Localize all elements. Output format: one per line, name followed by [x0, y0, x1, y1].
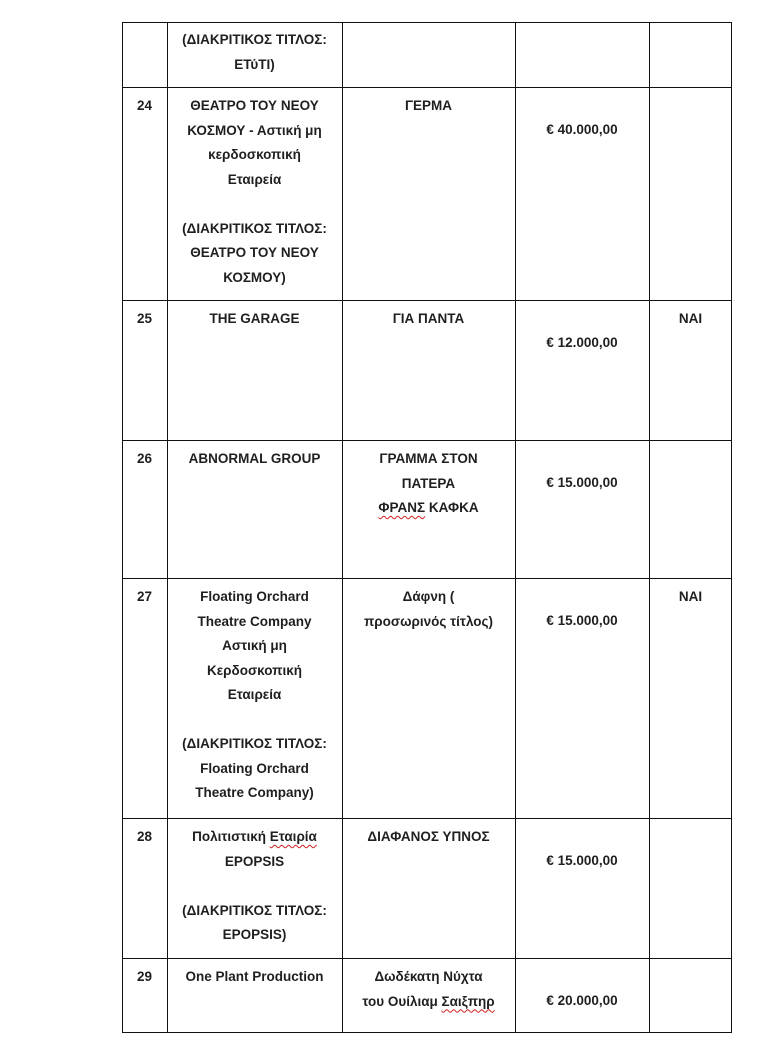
flag-value: ΝΑΙ [678, 589, 703, 604]
applicant-name-line: Κερδοσκοπική [207, 662, 302, 678]
production-title-line: ΔΙΑΦΑΝΟΣ ΥΠΝΟΣ [367, 829, 490, 844]
amount-cell [515, 22, 649, 87]
applicant-name-line: THE GARAGE [209, 311, 300, 326]
flag-cell [649, 301, 732, 440]
flag-cell [649, 88, 732, 300]
applicant-name-line: One Plant Production [185, 969, 324, 984]
amount-cell [515, 88, 649, 300]
table-row [122, 22, 732, 87]
grants-table [122, 22, 732, 1033]
amount-cell [515, 301, 649, 440]
row-number-cell [122, 22, 167, 87]
applicant-name-line: ΕΤύΤΙ) [234, 56, 275, 72]
table-row [122, 87, 732, 300]
grant-amount: € 15.000,00 [546, 613, 618, 628]
column-divider [167, 22, 168, 1033]
applicant-cell [167, 959, 342, 1033]
applicant-name-line: Theatre Company) [195, 785, 314, 800]
applicant-name-line: (ΔΙΑΚΡΙΤΙΚΟΣ ΤΙΤΛΟΣ: [182, 736, 327, 751]
table-row [122, 818, 732, 958]
row-number: 29 [136, 969, 153, 984]
applicant-cell [167, 22, 342, 87]
production-title-cell [342, 88, 515, 300]
table-row [122, 440, 732, 578]
table-row [122, 958, 732, 1033]
column-divider [342, 22, 343, 1033]
applicant-name-line: ΚΟΣΜΟΥ) [223, 269, 286, 285]
row-number: 28 [136, 829, 153, 844]
production-title-cell [342, 441, 515, 578]
table-row [122, 300, 732, 440]
column-divider [515, 22, 516, 1033]
applicant-cell [167, 441, 342, 578]
applicant-name-line: (ΔΙΑΚΡΙΤΙΚΟΣ ΤΙΤΛΟΣ: [182, 32, 327, 47]
applicant-cell [167, 579, 342, 818]
production-title-cell [342, 579, 515, 818]
row-number [122, 28, 167, 53]
production-title-cell [342, 301, 515, 440]
amount-cell [515, 579, 649, 818]
applicant-name-line: ΘΕΑΤΡΟ ΤΟΥ ΝΕΟΥ [190, 98, 319, 113]
row-number: 27 [136, 589, 153, 604]
spellcheck-flagged-word: ΦΡΑΝΣ [378, 500, 426, 515]
grant-amount: € 15.000,00 [546, 475, 618, 490]
grant-amount: € 40.000,00 [546, 122, 618, 137]
applicant-name-line: Αστική μη [222, 638, 287, 653]
flag-cell [649, 22, 732, 87]
flag-cell [649, 441, 732, 578]
row-number-cell [122, 88, 167, 300]
row-number: 26 [136, 451, 153, 466]
applicant-cell [167, 88, 342, 300]
applicant-name-line: Εταιρεία [227, 171, 282, 187]
applicant-name-line [167, 708, 342, 733]
column-divider [649, 22, 650, 1033]
grant-amount [515, 52, 649, 77]
production-title-line: ΓΡΑΜΜΑ ΣΤΟΝ [379, 451, 478, 466]
applicant-name-line: Πολιτιστική Εταιρία [192, 829, 317, 844]
row-number-cell [122, 579, 167, 818]
flag-value [649, 965, 732, 990]
applicant-name-line: EPOPSIS) [222, 927, 287, 942]
applicant-cell [167, 301, 342, 440]
row-number: 25 [136, 311, 153, 326]
amount-cell [515, 441, 649, 578]
flag-value: ΝΑΙ [678, 311, 703, 326]
spellcheck-flagged-word: Σαιξπηρ [441, 993, 495, 1009]
applicant-name-line: Floating Orchard [200, 760, 309, 776]
production-title-line: ΦΡΑΝΣ ΚΑΦΚΑ [378, 500, 479, 515]
applicant-name-line: (ΔΙΑΚΡΙΤΙΚΟΣ ΤΙΤΛΟΣ: [182, 902, 327, 918]
applicant-name-line: Theatre Company [197, 613, 312, 629]
amount-cell [515, 819, 649, 958]
spellcheck-flagged-word: Εταιρία [269, 829, 317, 844]
amount-cell [515, 959, 649, 1033]
flag-value [649, 94, 732, 119]
grant-amount: € 20.000,00 [546, 993, 618, 1008]
production-title-cell [342, 819, 515, 958]
production-title-cell [342, 959, 515, 1033]
production-title-line: ΠΑΤΕΡΑ [401, 475, 456, 491]
applicant-name-line: Floating Orchard [200, 589, 309, 604]
flag-value [649, 28, 732, 53]
applicant-name-line: κερδοσκοπική [208, 147, 301, 162]
applicant-name-line: EPOPSIS [224, 853, 285, 869]
row-number-cell [122, 441, 167, 578]
production-title-line: του Ουίλιαμ Σαιξπηρ [362, 993, 495, 1009]
production-title-line: Δωδέκατη Νύχτα [374, 969, 483, 984]
production-title-cell [342, 22, 515, 87]
applicant-cell [167, 819, 342, 958]
applicant-name-line: Εταιρεία [227, 687, 282, 702]
applicant-name-line: (ΔΙΑΚΡΙΤΙΚΟΣ ΤΙΤΛΟΣ: [182, 220, 327, 236]
applicant-name-line: ΘΕΑΤΡΟ ΤΟΥ ΝΕΟΥ [190, 245, 319, 260]
table-row [122, 578, 732, 818]
production-title-line: ΓΙΑ ΠΑΝΤΑ [392, 311, 465, 326]
grant-amount: € 12.000,00 [546, 335, 618, 350]
flag-cell [649, 959, 732, 1033]
row-number-cell [122, 819, 167, 958]
production-title-line: προσωρινός τίτλος) [363, 613, 494, 629]
row-number: 24 [136, 98, 153, 113]
applicant-name-line: ABNORMAL GROUP [188, 451, 321, 466]
flag-value [649, 825, 732, 850]
applicant-name-line [167, 192, 342, 217]
row-number-cell [122, 301, 167, 440]
applicant-name-line [167, 874, 342, 899]
flag-value [649, 447, 732, 472]
flag-cell [649, 579, 732, 818]
flag-cell [649, 819, 732, 958]
production-title-line: ΓΕΡΜΑ [404, 98, 453, 113]
applicant-name-line: ΚΟΣΜΟΥ - Αστική μη [187, 122, 322, 138]
row-number-cell [122, 959, 167, 1033]
production-title-line: Δάφνη ( [402, 589, 455, 604]
grant-amount: € 15.000,00 [546, 853, 618, 868]
